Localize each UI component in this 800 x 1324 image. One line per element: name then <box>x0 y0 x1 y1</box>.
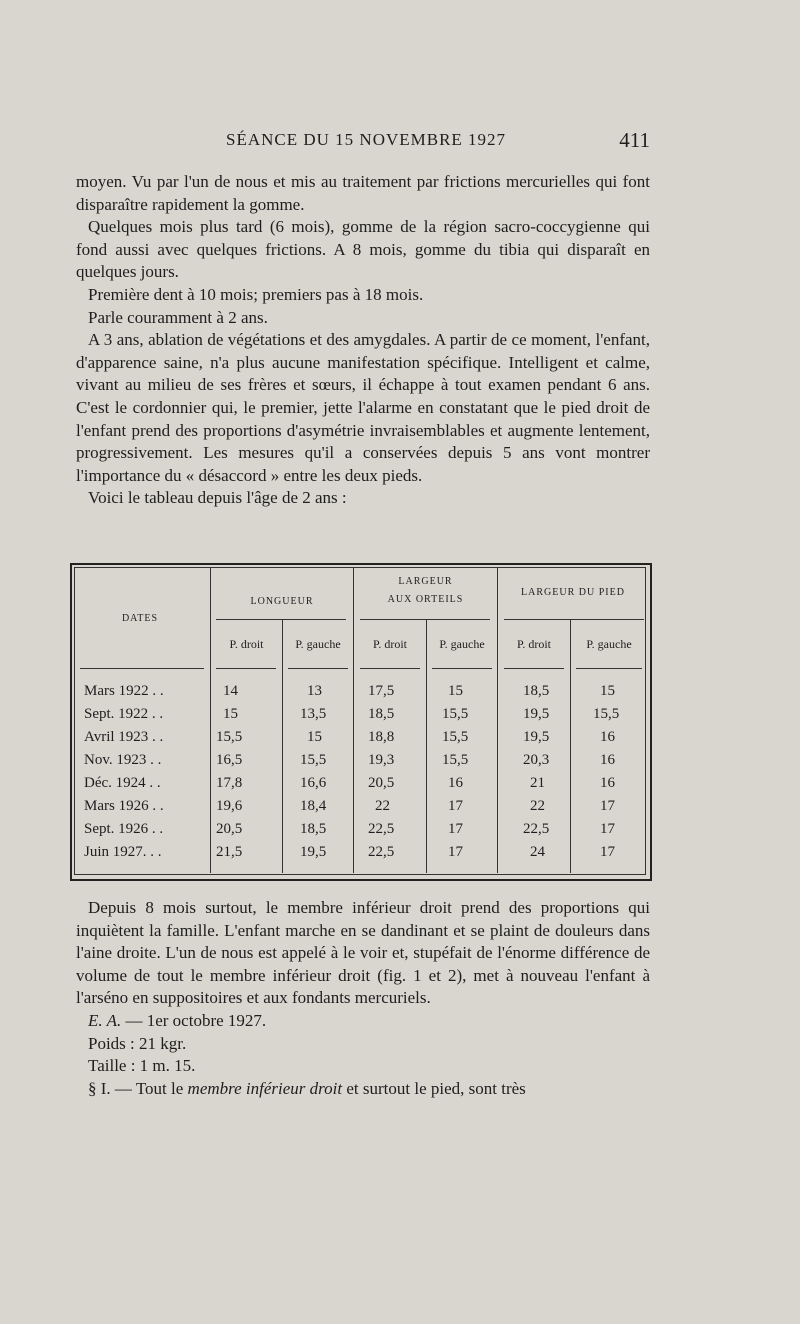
paragraph: Voici le tableau depuis l'âge de 2 ans : <box>88 488 347 508</box>
table-rule <box>216 619 346 620</box>
table-cell: 16 <box>600 729 615 745</box>
body-text-top <box>76 171 650 510</box>
subheader-gauche: P. gauche <box>295 637 341 651</box>
subheader-gauche: P. gauche <box>586 637 632 651</box>
table-rule <box>504 619 644 620</box>
subheader-droit: P. droit <box>229 637 264 651</box>
table-cell: 16 <box>448 775 463 791</box>
table-cell: 15,5 <box>442 706 469 722</box>
table-cell: 14 <box>223 683 238 699</box>
page-number: 411 <box>619 128 650 152</box>
table-rule <box>576 668 642 669</box>
measurements-table <box>70 563 650 881</box>
table-row-date: Sept. 1922 . . <box>84 706 164 722</box>
weight-line: Poids : 21 kgr. <box>88 1033 187 1053</box>
table-rule <box>80 668 204 669</box>
patient-initials: E. A. <box>88 1010 122 1030</box>
subheader-droit: P. droit <box>516 637 551 651</box>
running-head <box>76 128 650 158</box>
exam-date: — 1er octobre 1927. <box>125 1010 267 1030</box>
body-text-bottom <box>76 897 650 1100</box>
table-cell: 17 <box>448 844 463 860</box>
table-cell: 16 <box>600 775 615 791</box>
table-rule <box>360 619 490 620</box>
table-cell: 22 <box>530 798 545 814</box>
paragraph: Première dent à 10 mois; premiers pas à 18 mois. <box>88 284 424 304</box>
table-divider <box>497 568 498 873</box>
table-cell: 18,8 <box>368 729 395 745</box>
table-row-date: Avril 1923 . . <box>84 729 164 745</box>
table-cell: 19,3 <box>368 752 395 768</box>
table-cell: 16,6 <box>300 775 327 791</box>
table-row-date: Mars 1922 . . <box>84 683 164 699</box>
table-cell: 17 <box>600 844 615 860</box>
table-divider <box>426 620 427 873</box>
table-cell: 17 <box>600 798 615 814</box>
header-longueur: LONGUEUR <box>250 596 314 607</box>
table-cell: 15,5 <box>300 752 327 768</box>
table-cell: 17 <box>448 798 463 814</box>
table-cell: 18,4 <box>300 798 327 814</box>
table-cell: 15 <box>223 706 238 722</box>
table-rule <box>504 668 564 669</box>
table-rule <box>360 668 420 669</box>
header-largeur-orteils-1: LARGEUR <box>398 576 453 587</box>
section-line <box>76 1078 650 1101</box>
height-line: Taille : 1 m. 15. <box>88 1056 196 1076</box>
running-head-title: SÉANCE DU 15 NOVEMBRE 1927 <box>226 130 507 149</box>
table-row-date: Déc. 1924 . . <box>84 775 161 791</box>
table-cell: 15 <box>600 683 615 699</box>
table-cell: 18,5 <box>523 683 550 699</box>
header-largeur-pied: LARGEUR DU PIED <box>521 587 625 598</box>
table-cell: 17 <box>448 821 463 837</box>
table-cell: 21,5 <box>216 844 243 860</box>
paragraph: Depuis 8 mois surtout, le membre inférieur droit prend des proportions qui inquiètent la famille. L'enfant marche en se dandinant et se plaint de douleurs dans l'aine droite. L'un de nous est appelé à le voir et, stupéfait de l'énorme différence de volume de tout le membre inférieur droit (fig. 1 et 2), met à nouveau l'enfant à l'arséno en suppositoires et aux fondants mercuriels. <box>76 898 650 1008</box>
table-cell: 22,5 <box>368 844 395 860</box>
table-row-date: Juin 1927. . . <box>84 844 162 860</box>
subheader-droit: P. droit <box>372 637 407 651</box>
subheader-gauche: P. gauche <box>439 637 485 651</box>
table-cell: 15 <box>307 729 322 745</box>
table-cell: 19,6 <box>216 798 243 814</box>
table-cell: 19,5 <box>523 706 550 722</box>
table-divider <box>353 568 354 873</box>
header-largeur-orteils-2: AUX ORTEILS <box>387 594 464 605</box>
paragraph: Quelques mois plus tard (6 mois), gomme de la région sacro-coccygienne qui fond aussi avec quelques frictions. A 8 mois, gomme du tibia qui disparaît en quelques jours. <box>76 217 650 282</box>
table-cell: 18,5 <box>368 706 395 722</box>
table-cell: 17,8 <box>216 775 243 791</box>
table-cell: 15,5 <box>593 706 620 722</box>
paragraph: A 3 ans, ablation de végétations et des amygdales. A partir de ce moment, l'enfant, d'apparence saine, n'a plus aucune manifestation spécifique. Intelligent et calme, vivant au milieu de ses frères et sœurs, il échappe à tout examen pendant 6 ans. C'est le cordonnier qui, le premier, jette l'alarme en constatant que le pied droit de l'enfant prend des proportions d'asymétrie invraisemblables et augmente lentement, progressivement. Les mesures qu'il a conservées depuis 5 ans vont montrer l'importance du « désaccord » entre les deux pieds. <box>76 330 650 485</box>
table-cell: 13 <box>307 683 322 699</box>
table-row-date: Nov. 1923 . . <box>84 752 162 768</box>
table-cell: 16 <box>600 752 615 768</box>
section-prefix: § I. — Tout le <box>88 1078 188 1098</box>
table-cell: 24 <box>530 844 545 860</box>
table-cell: 20,3 <box>523 752 550 768</box>
paragraph: Parle couramment à 2 ans. <box>88 307 268 327</box>
table-cell: 20,5 <box>216 821 243 837</box>
table-cell: 20,5 <box>368 775 395 791</box>
table-cell: 15 <box>448 683 463 699</box>
table-cell: 21 <box>530 775 545 791</box>
table-rule <box>216 668 276 669</box>
table-cell: 13,5 <box>300 706 327 722</box>
table-cell: 16,5 <box>216 752 243 768</box>
table-cell: 15,5 <box>216 729 243 745</box>
section-rest: et surtout le pied, sont très <box>342 1078 526 1098</box>
table-row-date: Mars 1926 . . <box>84 798 164 814</box>
table-cell: 18,5 <box>300 821 327 837</box>
table-cell: 19,5 <box>523 729 550 745</box>
table-cell: 22 <box>375 798 390 814</box>
table-cell: 15,5 <box>442 729 469 745</box>
table-cell: 15,5 <box>442 752 469 768</box>
table-cell: 22,5 <box>368 821 395 837</box>
table-rule <box>288 668 348 669</box>
table-cell: 19,5 <box>300 844 327 860</box>
table-cell: 22,5 <box>523 821 550 837</box>
table-divider <box>282 620 283 873</box>
header-dates: DATES <box>121 613 159 624</box>
section-italic: membre inférieur droit <box>187 1078 343 1098</box>
table-divider <box>570 620 571 873</box>
table-rule <box>432 668 492 669</box>
table-cell: 17,5 <box>368 683 395 699</box>
table-cell: 17 <box>600 821 615 837</box>
paragraph: moyen. Vu par l'un de nous et mis au traitement par frictions mercurielles qui font disparaître rapidement la gomme. <box>76 172 650 214</box>
exam-line <box>76 1010 650 1033</box>
table-row-date: Sept. 1926 . . <box>84 821 164 837</box>
